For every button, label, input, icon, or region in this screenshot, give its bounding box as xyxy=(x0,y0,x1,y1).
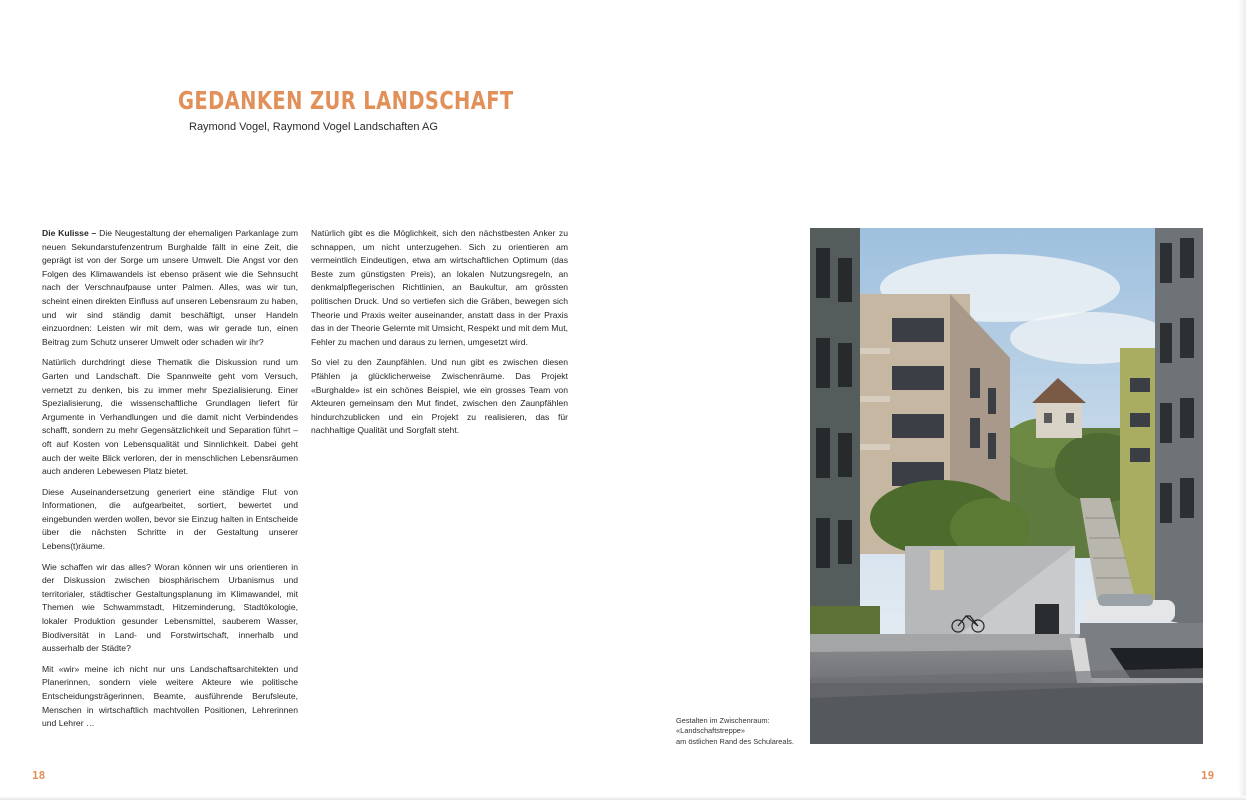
paragraph: Diese Auseinandersetzung generiert eine ständige Flut von Informationen, die aufgearbeitet, sortiert, bewertet und eingebunden werden wollen, bevor sie Einzug halten in Entscheide über die nächsten Schritte in der Gestaltung unserer Lebens(t)räume. xyxy=(42,486,298,552)
paragraph-text: Die Neugestaltung der ehemaligen Parkanlage zum neuen Sekundarstufenzentrum Burghalde fällt in eine Zeit, die geprägt ist von der Sorge um unsere Umwelt. Die Angst vor den Folgen des Klimawandels ist ebenso präsent wie die Sehnsucht nach der Verschnaufpause unter Palmen. Alles, was wir tun, scheint einen direkten Einfluss auf unseren Lebensraum zu haben, und wir sind ständig damit beschäftigt, unser Handeln einzuordnen: Leisten wir mit dem, was wir gerade tun, einen Beitrag zum Schutz unserer Umwelt oder schaden wir ihr? xyxy=(42,228,299,347)
photo-caption xyxy=(676,716,806,747)
page-number-left: 18 xyxy=(32,769,46,782)
page-number-right: 19 xyxy=(1201,769,1215,782)
article-author: Raymond Vogel, Raymond Vogel Landschaften AG xyxy=(189,121,438,133)
paragraph: Mit «wir» meine ich nicht nur uns Landschaftsarchitekten und Planerinnen, sondern viele weitere Akteure wie politische Entscheidungsträgerinnen, Beamte, ausführende Berufsleute, Menschen in wirtschaftlich machtvollen Positionen, Lehrerinnen und Lehrer … xyxy=(42,663,298,729)
text-column-1 xyxy=(42,227,298,738)
lead-in: Die Kulisse – xyxy=(42,228,97,238)
text-column-2 xyxy=(311,227,568,445)
caption-line: Gestalten im Zwischenraum: xyxy=(676,716,770,725)
caption-line: «Landschaftstreppe» xyxy=(676,726,746,736)
page-gutter xyxy=(1238,0,1246,800)
caption-line: am östlichen Rand des Schulareals. xyxy=(676,736,794,746)
page-bottom-edge xyxy=(0,796,1246,800)
paragraph: Natürlich durchdringt diese Thematik die Diskussion rund um Garten und Landschaft. Die Spannweite geht vom Versuch, vernetzt zu denken, bis zu immer mehr Spezialisierung. Einer Spezialisierung, die wissenschaftliche Grundlagen liefert für Argumente in Verhandlungen und die damit nicht Verbindendes schafft, sondern zu mehr Gegensätzlichkeit und Separation führt – oft auf Kosten von Lebensqualität und Sinnlichkeit. Dabei geht auch der weite Blick verloren, der in menschlichen Lebensräumen auch anderen Lebewesen Platz bietet. xyxy=(42,357,298,477)
paragraph xyxy=(42,227,298,349)
paragraph: Wie schaffen wir das alles? Woran können wir uns orientieren in der Diskussion zwischen biosphärischem Urbanismus und territorialer, städtischer Gestaltungsplanung im Klimawandel, mit Themen wie Schwammstadt, Hitzeminderung, Stadtökologie, lokaler Produktion gesunder Lebensmittel, sauberem Wasser, Biodiversität in Land- und Forstwirtschaft, innerhalb und ausserhalb der Städte? xyxy=(42,561,298,654)
schoolyard-photo xyxy=(810,228,1203,744)
article-title: GEDANKEN ZUR LANDSCHAFT xyxy=(178,86,514,115)
paragraph: So viel zu den Zaunpfählen. Und nun gibt es zwischen diesen Pfählen ja glücklicherweise Zwischenräume. Das Projekt «Burghalde» ist ein schönes Beispiel, wie ein grosses Team von Akteuren gemeinsam den Mut findet, zwischen den Zaunpfählen hindurchzublicken und ein Projekt zu realisieren, das für nachhaltige Qualität und Sorgfalt steht. xyxy=(311,357,568,436)
paragraph: Natürlich gibt es die Möglichkeit, sich den nächstbesten Anker zu schnappen, um nicht unterzugehen. Sich zu orientieren am vermeintlich Eindeutigen, etwa am wirtschaftlichen Optimum (das Beste zum günstigsten Preis), an lokalen Nutzungsregeln, an denkmalpflegerischen Richtlinien, an Baukultur, am grössten politischen Druck. Und so vertiefen sich die Gräben, bewegen sich Theorie und Praxis weiter auseinander, anstatt dass in der Praxis das in der Theorie Gelernte mit Umsicht, Respekt und mit dem Mut, Fehler zu machen und daraus zu lernen, umgesetzt wird. xyxy=(311,228,568,347)
